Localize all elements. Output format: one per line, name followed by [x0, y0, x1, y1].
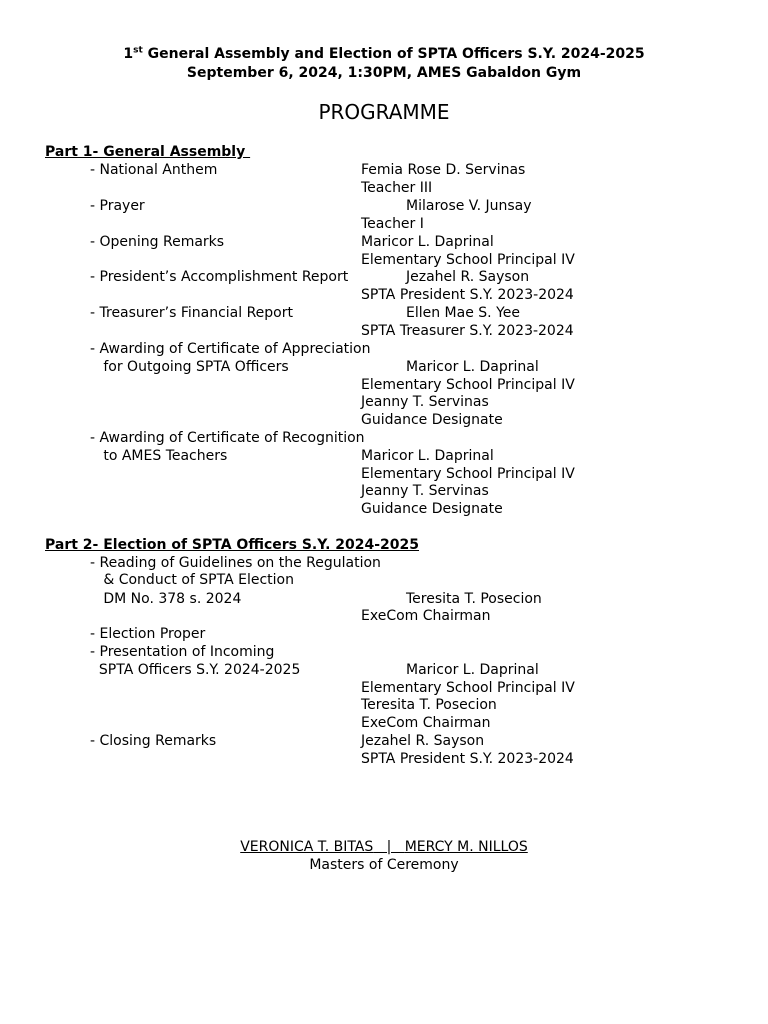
part1-appreciation-role2: Guidance Designate [361, 412, 503, 428]
part2-item-guidelines-line1: - Reading of Guidelines on the Regulation [90, 555, 381, 571]
part1-item-national-anthem: - National Anthem [90, 162, 218, 178]
part1-item-opening-remarks: - Opening Remarks [90, 234, 225, 250]
part1-appreciation-name1: Maricor L. Daprinal [406, 359, 539, 375]
part2-item-election-proper: - Election Proper [90, 626, 206, 642]
part1-president-name: Jezahel R. Sayson [406, 269, 530, 285]
programme-title: PROGRAMME [318, 100, 450, 124]
part1-prayer-role: Teacher I [361, 216, 424, 232]
part1-recognition-name2: Jeanny T. Servinas [361, 483, 489, 499]
mc-name-2: MERCY M. NILLOS [404, 839, 528, 855]
part2-guidelines-name: Teresita T. Posecion [406, 591, 542, 607]
event-title-text: General Assembly and Election of SPTA Officers S.Y. 2024-2025 [142, 46, 645, 62]
part1-item-treasurer-report: - Treasurer’s Financial Report [90, 305, 293, 321]
part1-item-appreciation-line2: for Outgoing SPTA Officers [90, 359, 289, 375]
part2-closing-role: SPTA President S.Y. 2023-2024 [361, 751, 574, 767]
part1-opening-role: Elementary School Principal IV [361, 252, 575, 268]
mc-separator: | [373, 839, 405, 855]
event-subtitle: September 6, 2024, 1:30PM, AMES Gabaldon Gym [186, 65, 582, 81]
part2-item-closing-remarks: - Closing Remarks [90, 733, 217, 749]
part1-item-recognition-line2: to AMES Teachers [90, 448, 228, 464]
part2-presentation-role2: ExeCom Chairman [361, 715, 491, 731]
part1-item-prayer: - Prayer [90, 198, 145, 214]
masters-of-ceremony-role: Masters of Ceremony [309, 857, 459, 873]
part2-item-presentation-line1: - Presentation of Incoming [90, 644, 275, 660]
part1-opening-name: Maricor L. Daprinal [361, 234, 494, 250]
part1-heading: Part 1- General Assembly [45, 144, 251, 160]
mc-name-1: VERONICA T. BITAS [240, 839, 374, 855]
part2-item-guidelines-line3: DM No. 378 s. 2024 [90, 591, 242, 607]
part1-treasurer-role: SPTA Treasurer S.Y. 2023-2024 [361, 323, 574, 339]
part1-item-president-report: - President’s Accomplishment Report [90, 269, 349, 285]
part1-appreciation-role1: Elementary School Principal IV [361, 377, 575, 393]
event-title-superscript: st [133, 45, 143, 56]
part2-presentation-role1: Elementary School Principal IV [361, 680, 575, 696]
part1-item-recognition-line1: - Awarding of Certificate of Recognition [90, 430, 365, 446]
part2-presentation-name1: Maricor L. Daprinal [406, 662, 539, 678]
masters-of-ceremony-names [0, 838, 768, 856]
part1-prayer-name: Milarose V. Junsay [406, 198, 532, 214]
part1-item-appreciation-line1: - Awarding of Certificate of Appreciation [90, 341, 371, 357]
part1-national-anthem-role: Teacher III [361, 180, 433, 196]
part1-recognition-name1: Maricor L. Daprinal [361, 448, 494, 464]
part1-appreciation-name2: Jeanny T. Servinas [361, 394, 489, 410]
part1-treasurer-name: Ellen Mae S. Yee [406, 305, 520, 321]
event-title-ordinal: 1 [123, 46, 134, 62]
part2-item-guidelines-line2: & Conduct of SPTA Election [90, 572, 294, 588]
part1-national-anthem-name: Femia Rose D. Servinas [361, 162, 526, 178]
part2-presentation-name2: Teresita T. Posecion [361, 697, 497, 713]
part2-item-presentation-line2: SPTA Officers S.Y. 2024-2025 [90, 662, 301, 678]
part2-guidelines-role: ExeCom Chairman [361, 608, 491, 624]
part1-president-role: SPTA President S.Y. 2023-2024 [361, 287, 574, 303]
part2-closing-name: Jezahel R. Sayson [361, 733, 485, 749]
part1-recognition-role2: Guidance Designate [361, 501, 503, 517]
part1-recognition-role1: Elementary School Principal IV [361, 466, 575, 482]
part2-heading: Part 2- Election of SPTA Officers S.Y. 2024-2025 [45, 537, 420, 553]
event-title [0, 45, 768, 63]
